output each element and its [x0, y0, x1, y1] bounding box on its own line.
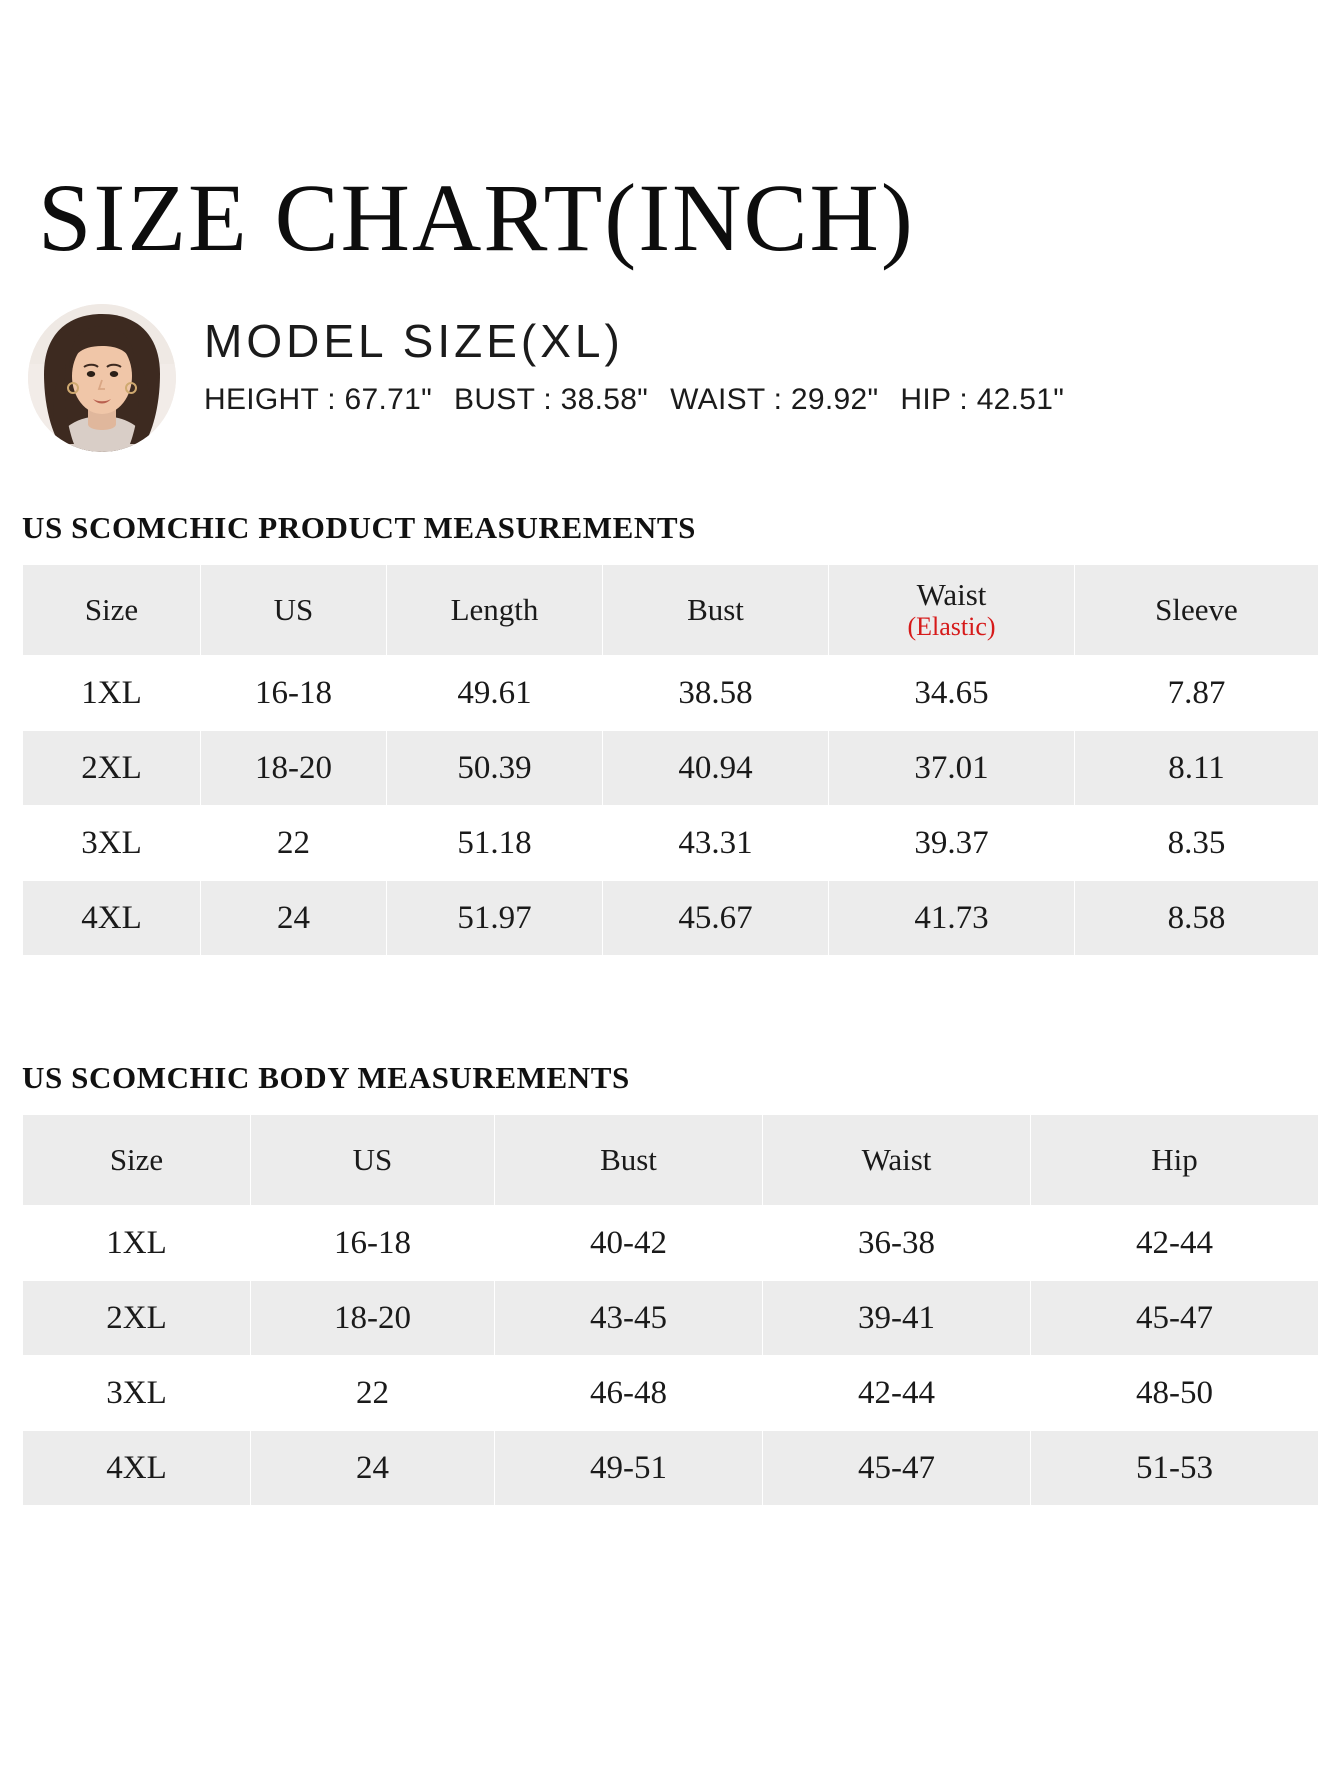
header-bust: Bust	[495, 1115, 763, 1206]
header-length: Length	[387, 565, 603, 656]
model-measurements	[204, 383, 1064, 417]
page-title: SIZE CHART(INCH)	[38, 164, 915, 271]
cell-sleeve: 8.35	[1075, 806, 1319, 881]
header-us: US	[201, 565, 387, 656]
header-waist-label: Waist	[916, 577, 987, 612]
header-size: Size	[23, 1115, 251, 1206]
model-waist: WAIST : 29.92"	[670, 382, 879, 416]
model-portrait-icon	[28, 304, 176, 452]
header-bust: Bust	[603, 565, 829, 656]
table-row	[23, 1281, 1319, 1356]
cell-waist: 41.73	[829, 881, 1075, 956]
cell-bust: 46-48	[495, 1356, 763, 1431]
cell-size: 1XL	[23, 1206, 251, 1281]
cell-sleeve: 7.87	[1075, 656, 1319, 731]
table-header-row	[23, 565, 1319, 656]
body-measurements-heading: US SCOMCHIC BODY MEASUREMENTS	[22, 1060, 630, 1095]
model-bust: BUST : 38.58"	[454, 382, 649, 416]
body-measurements-table	[22, 1114, 1319, 1506]
cell-size: 1XL	[23, 656, 201, 731]
cell-bust: 49-51	[495, 1431, 763, 1506]
table-row	[23, 656, 1319, 731]
cell-us: 18-20	[201, 731, 387, 806]
table-row	[23, 806, 1319, 881]
model-height: HEIGHT : 67.71"	[204, 382, 433, 416]
avatar	[28, 304, 176, 452]
cell-us: 16-18	[251, 1206, 495, 1281]
cell-bust: 38.58	[603, 656, 829, 731]
cell-length: 49.61	[387, 656, 603, 731]
cell-sleeve: 8.58	[1075, 881, 1319, 956]
cell-size: 3XL	[23, 806, 201, 881]
cell-hip: 48-50	[1031, 1356, 1319, 1431]
cell-size: 2XL	[23, 1281, 251, 1356]
cell-waist: 39.37	[829, 806, 1075, 881]
model-text-block	[176, 304, 1064, 417]
header-waist-elastic-note: (Elastic)	[907, 612, 996, 642]
cell-waist: 45-47	[763, 1431, 1031, 1506]
cell-sleeve: 8.11	[1075, 731, 1319, 806]
cell-waist: 39-41	[763, 1281, 1031, 1356]
cell-length: 51.97	[387, 881, 603, 956]
cell-us: 16-18	[201, 656, 387, 731]
header-us: US	[251, 1115, 495, 1206]
cell-waist: 34.65	[829, 656, 1075, 731]
cell-bust: 40-42	[495, 1206, 763, 1281]
cell-size: 2XL	[23, 731, 201, 806]
cell-bust: 40.94	[603, 731, 829, 806]
header-hip: Hip	[1031, 1115, 1319, 1206]
cell-length: 50.39	[387, 731, 603, 806]
cell-hip: 51-53	[1031, 1431, 1319, 1506]
table-header-row	[23, 1115, 1319, 1206]
model-hip: HIP : 42.51"	[900, 382, 1065, 416]
cell-hip: 42-44	[1031, 1206, 1319, 1281]
model-info-row	[0, 266, 1340, 452]
table-row	[23, 1431, 1319, 1506]
model-size-label: MODEL SIZE(XL)	[204, 315, 624, 367]
cell-bust: 43.31	[603, 806, 829, 881]
table-row	[23, 881, 1319, 956]
cell-hip: 45-47	[1031, 1281, 1319, 1356]
cell-waist: 42-44	[763, 1356, 1031, 1431]
cell-size: 3XL	[23, 1356, 251, 1431]
table-row	[23, 1356, 1319, 1431]
table-row	[23, 1206, 1319, 1281]
header-sleeve: Sleeve	[1075, 565, 1319, 656]
cell-waist: 36-38	[763, 1206, 1031, 1281]
cell-bust: 45.67	[603, 881, 829, 956]
cell-size: 4XL	[23, 881, 201, 956]
cell-bust: 43-45	[495, 1281, 763, 1356]
cell-us: 22	[201, 806, 387, 881]
header-waist: Waist	[763, 1115, 1031, 1206]
cell-us: 24	[201, 881, 387, 956]
header-waist	[829, 565, 1075, 656]
cell-waist: 37.01	[829, 731, 1075, 806]
product-measurements-table	[22, 564, 1319, 956]
cell-us: 24	[251, 1431, 495, 1506]
cell-us: 22	[251, 1356, 495, 1431]
cell-size: 4XL	[23, 1431, 251, 1506]
cell-length: 51.18	[387, 806, 603, 881]
product-measurements-heading: US SCOMCHIC PRODUCT MEASUREMENTS	[22, 510, 696, 545]
cell-us: 18-20	[251, 1281, 495, 1356]
table-row	[23, 731, 1319, 806]
header-size: Size	[23, 565, 201, 656]
